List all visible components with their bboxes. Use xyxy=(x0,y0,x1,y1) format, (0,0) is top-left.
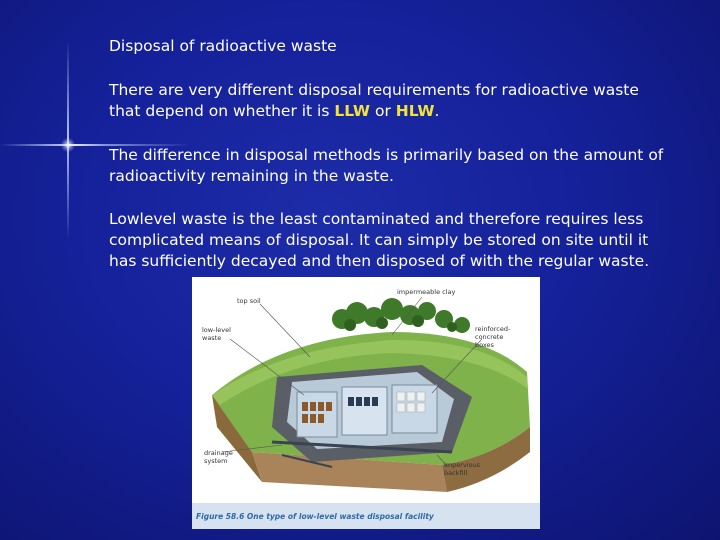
lens-flare-center xyxy=(61,138,75,152)
paragraph-3 xyxy=(109,209,649,272)
label-reinforced-1: reinforced- xyxy=(475,325,511,333)
label-reinforced-3: boxes xyxy=(475,341,494,349)
paragraph-1-text: that depend on whether it is xyxy=(109,102,335,120)
paragraph-3-line-3: has sufficiently decayed and then disposed of with the regular waste. xyxy=(109,252,650,270)
hlw-highlight: HLW xyxy=(395,102,435,120)
llw-highlight: LLW xyxy=(334,102,371,120)
label-low-level-2: waste xyxy=(202,334,222,342)
slide-title: Disposal of radioactive waste xyxy=(109,37,337,55)
label-drainage-1: drainage xyxy=(204,449,233,457)
label-impervious-2: backfill xyxy=(444,469,468,477)
vault-cell-2 xyxy=(342,387,387,435)
label-impervious-1: impervious xyxy=(444,461,481,469)
label-top-soil: top soil xyxy=(237,297,261,305)
paragraph-1-line-2 xyxy=(109,101,639,122)
paragraph-1 xyxy=(109,80,639,122)
paragraph-3-line-1: Lowlevel waste is the least contaminated and therefore requires less xyxy=(109,210,644,228)
paragraph-2-line-2: radioactivity remaining in the waste. xyxy=(109,167,394,185)
facility-illustration xyxy=(192,277,540,529)
or-text: or xyxy=(370,102,396,120)
disposal-facility-figure xyxy=(192,277,540,529)
paragraph-2 xyxy=(109,145,663,187)
label-low-level-1: low-level xyxy=(202,326,231,334)
paragraph-3-line-2: complicated means of disposal. It can simply be stored on site until it xyxy=(109,231,649,249)
paragraph-1-line-1: There are very different disposal requirements for radioactive waste xyxy=(109,81,639,99)
label-drainage-2: system xyxy=(204,457,228,465)
period-text: . xyxy=(434,102,440,120)
paragraph-2-line-1: The difference in disposal methods is primarily based on the amount of xyxy=(109,146,664,164)
figure-caption: Figure 58.6 One type of low-level waste disposal facility xyxy=(196,512,434,521)
label-reinforced-2: concrete xyxy=(475,333,504,341)
label-impermeable-clay: impermeable clay xyxy=(397,288,456,296)
